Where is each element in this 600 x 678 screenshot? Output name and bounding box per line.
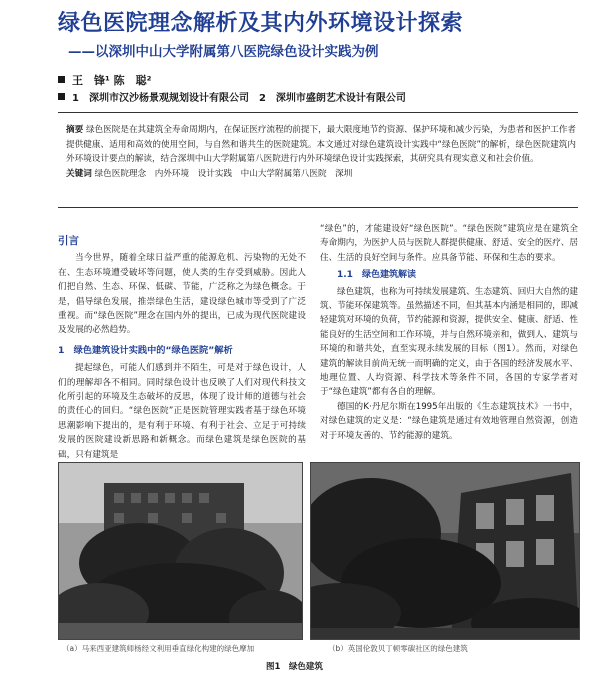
figure-photo-a	[58, 462, 303, 640]
caption-b: （b）英国伦敦贝丁顿零碳社区的绿色建筑	[328, 644, 468, 653]
square-bullet-icon	[58, 93, 65, 100]
affiliations-line	[58, 89, 406, 104]
caption-a: （a）马来西亚建筑师杨经文利用垂直绿化构建的绿色摩加	[62, 644, 255, 653]
intro-heading: 引言	[58, 235, 79, 247]
bedzed-building-image	[311, 463, 579, 639]
article-title: 绿色医院理念解析及其内外环境设计探索	[58, 11, 464, 36]
section11-paragraph-1: 绿色建筑，也称为可持续发展建筑、生态建筑、回归大自然的建筑、节能环保建筑等。虽然描述不同，但其基本内涵是相同的，即减轻建筑对环境的负荷，节约能源和资源，提供安全、健康、舒适、性能良好的生活空间和工作环境，并与自然环境亲和，做到人、建筑与环境的和谐共处，直至实现永续发展的目标（图1）。然而，对绿色建筑的解读目前尚无统一而明确的定义，由于各国的经济发展水平、地理位置、人均资源、科学技术等条件不同，各国的专家学者对于“绿色建筑”都有各自的理解。	[320, 286, 578, 398]
keywords: 绿色医院理念 内外环境 设计实践 中山大学附属第八医院 深圳	[94, 168, 353, 179]
abstract-text: 绿色医院是在其建筑全寿命周期内，在保证医疗流程的前提下，最大限度地节约资源、保护环境和减少污染，为患者和医护工作者提供健康、适用和高效的使用空间，与自然和谐共生的医院建筑。本文通过对绿色建筑设计实践中“绿色医院”的解析，绿色医院建筑内外环境设计要点的解读，结合深圳中山大学附属第八医院进行内外环境绿色设计实践探索，其研究具有现实意义和社会价值。	[66, 125, 576, 165]
section11-paragraph-2: 德国的K·丹尼尔斯在1995年出版的《生态建筑技术》一书中，对绿色建筑的定义是：“绿色建筑是通过有效地管理自然资源，创造对于环境友善的、节约能源的建筑。	[320, 401, 578, 441]
section11-heading: 1.1 绿色建筑解读	[337, 270, 416, 281]
article-subtitle: ——以深圳中山大学附属第八医院绿色设计实践为例	[68, 44, 379, 60]
header-rule	[58, 112, 578, 113]
square-bullet-icon	[58, 76, 65, 83]
authors: 王 锋¹ 陈 聪²	[72, 74, 152, 87]
right-column	[320, 222, 578, 443]
affiliations: 1 深圳市汉沙杨景观规划设计有限公司 2 深圳市盛朗艺术设计有限公司	[72, 93, 406, 104]
left-column	[58, 222, 306, 462]
intro-paragraph: 当今世界，随着全球日益严重的能源危机、污染物的无处不在、生态环境遭受破坏等问题，使人类的生存受到威胁。因此人们把自然、生态、环保、低碳、节能，广泛称之为绿色概念。于是，倡导绿色发展，推崇绿色生活，建设绿色城市等受到了广泛重视。而“绿色医院”理念在国内外的提出，已成为现代医院建设及发展的必然趋势。	[58, 253, 306, 336]
abstract-label: 摘要	[66, 125, 84, 135]
section1-paragraph: 提起绿色，可能人们感到并不陌生，可是对于绿色设计，人们的理解却各不相同。同时绿色设计也反映了人们对现代科技文化所引起的环境及生态破坏的反思，体现了设计师的道德与社会的责任心的回归。“绿色医院”正是医院管理实践者基于绿色环境思潮影响下提出的，是有利于环境、有利于社会、立足于可持续发展的医院建设新思路和新概念。而绿色建筑是绿色医院的基础，只有建筑是	[58, 363, 306, 460]
authors-line	[58, 72, 151, 88]
section1-heading: 1 绿色建筑设计实践中的“绿色医院”解析	[58, 344, 233, 356]
figure-label: 图1 绿色建筑	[266, 662, 323, 672]
keywords-label: 关键词	[66, 168, 92, 179]
figure-photo-b	[310, 462, 580, 640]
abstract-block	[66, 123, 576, 181]
vertical-greening-building-image	[59, 463, 302, 639]
abstract-rule	[58, 207, 578, 208]
continued-paragraph: “绿色”的，才能建设好“绿色医院”。“绿色医院”建筑应是在建筑全寿命期内，为医护人员与医院人群提供健康、舒适、安全的医疗、居住、生活的良好空间与条件。应具备节能、环保和生态的要求。	[320, 224, 578, 263]
